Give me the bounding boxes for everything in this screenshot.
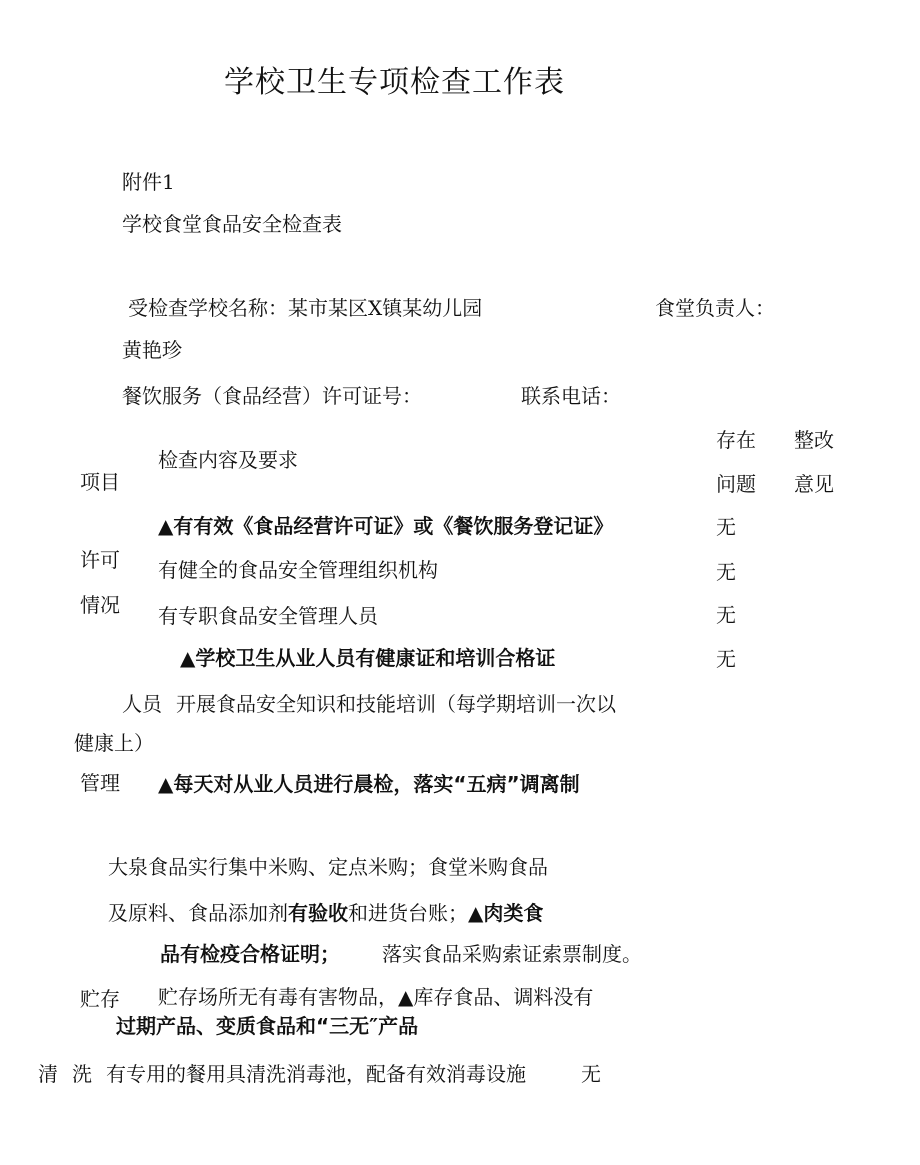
table-row: ▲有有效《食品经营许可证》或《餐饮服务登记证》 xyxy=(158,514,614,538)
row-problem: 无 xyxy=(716,560,736,584)
attachment-label: 附件1 xyxy=(122,170,175,194)
header-problem-2: 问题 xyxy=(716,472,756,496)
purchase-line-2b: 有验收 xyxy=(288,901,348,925)
cleaning-text: 有专用的餐用具清洗消毒池，配备有效消毒设施 xyxy=(106,1062,526,1086)
license-section-label-2: 情况 xyxy=(80,593,120,617)
personnel-training-end: 上） xyxy=(114,731,154,755)
page-title: 学校卫生专项检查工作表 xyxy=(224,65,565,100)
purchase-line-2 xyxy=(108,903,543,923)
storage-line-2: 过期产品、变质食品和“三无″产品 xyxy=(116,1014,419,1038)
phone-label: 联系电话： xyxy=(521,384,621,408)
license-number-label: 餐饮服务（食品经营）许可证号： xyxy=(122,384,422,408)
cleaning-label-b: 洗 xyxy=(72,1062,92,1086)
personnel-training: 开展食品安全知识和技能培训（每学期培训一次以 xyxy=(176,692,616,716)
purchase-line-3a: 品有检疫合格证明； xyxy=(160,942,340,966)
canteen-head-label: 食堂负责人： xyxy=(655,296,775,320)
header-item: 项目 xyxy=(80,470,120,494)
purchase-line-1: 大泉食品实行集中米购、定点米购；食堂米购食品 xyxy=(108,855,548,879)
purchase-line-2d: ▲肉类食 xyxy=(468,901,544,925)
school-name-field: 受检查学校名称：某市某区X镇某幼儿园 xyxy=(128,296,483,320)
storage-line-1: 贮存场所无有毒有害物品，▲库存食品、调料没有 xyxy=(158,985,594,1009)
storage-label: 贮存 xyxy=(80,987,120,1011)
header-problem-1: 存在 xyxy=(716,428,756,452)
header-opinion-1: 整改 xyxy=(794,428,834,452)
personnel-label-c: 管理 xyxy=(80,771,120,795)
header-opinion-2: 意见 xyxy=(794,472,834,496)
table-row: ▲学校卫生从业人员有健康证和培训合格证 xyxy=(180,646,556,670)
purchase-line-3b: 落实食品采购索证索票制度。 xyxy=(382,942,642,966)
personnel-label-a: 人员 xyxy=(122,692,162,716)
table-row: 有健全的食品安全管理组织机构 xyxy=(158,558,438,582)
row-problem: 无 xyxy=(716,515,736,539)
header-content: 检查内容及要求 xyxy=(158,448,298,472)
license-section-label-1: 许可 xyxy=(80,548,120,572)
cleaning-label-a: 清 xyxy=(38,1062,58,1086)
canteen-head-name: 黄艳珍 xyxy=(122,338,182,362)
personnel-label-b: 健康 xyxy=(74,731,114,755)
purchase-line-2a: 及原料、食品添加剂 xyxy=(108,901,288,925)
purchase-line-2c: 和进货台账； xyxy=(348,901,468,925)
row-problem: 无 xyxy=(716,603,736,627)
cleaning-problem: 无 xyxy=(581,1062,601,1086)
table-row: 有专职食品安全管理人员 xyxy=(158,604,378,628)
form-subtitle: 学校食堂食品安全检查表 xyxy=(122,212,342,236)
row-problem: 无 xyxy=(716,647,736,671)
personnel-check: ▲每天对从业人员进行晨检，落实“五病”调离制 xyxy=(158,772,580,796)
